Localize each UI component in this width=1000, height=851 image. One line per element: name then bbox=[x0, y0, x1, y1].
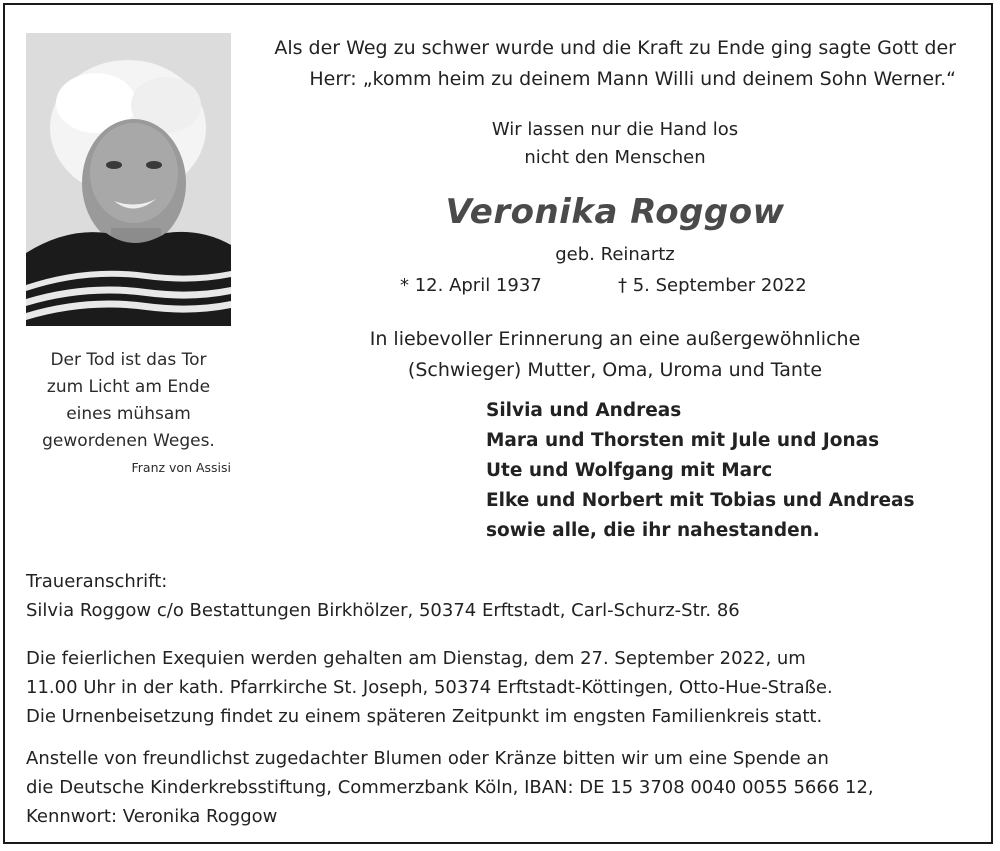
intro-text bbox=[248, 33, 956, 95]
address-text: Silvia Roggow c/o Bestattungen Birkhölzer, 50374 Erftstadt, Carl-Schurz-Str. 86 bbox=[26, 600, 740, 621]
memory-line-1: In liebevoller Erinnerung an eine außergewöhnliche bbox=[369, 328, 861, 350]
service-line-2: 11.00 Uhr in der kath. Pfarrkirche St. Joseph, 50374 Erftstadt-Köttingen, Otto-Hue-Straße. bbox=[26, 677, 833, 698]
donation-line-3: Kennwort: Veronika Roggow bbox=[26, 806, 278, 827]
family-member: Ute und Wolfgang mit Marc bbox=[486, 460, 773, 481]
memory-line-2: (Schwieger) Mutter, Oma, Uroma und Tante bbox=[407, 359, 823, 381]
address-label: Traueranschrift: bbox=[26, 571, 168, 592]
address-block bbox=[26, 567, 976, 625]
quote-line: gewordenen Weges. bbox=[42, 431, 215, 451]
verse-text bbox=[400, 116, 830, 172]
family-member: Silvia und Andreas bbox=[486, 400, 682, 421]
family-list bbox=[486, 396, 986, 516]
service-block bbox=[26, 644, 976, 731]
service-line-3: Die Urnenbeisetzung findet zu einem späteren Zeitpunkt im engsten Familienkreis statt. bbox=[26, 706, 823, 727]
quote-line: Der Tod ist das Tor bbox=[50, 350, 207, 370]
verse-line-1: Wir lassen nur die Hand los bbox=[491, 119, 739, 140]
memory-text bbox=[330, 324, 900, 386]
death-date: † 5. September 2022 bbox=[618, 275, 807, 296]
closing-line: sowie alle, die ihr nahestanden. bbox=[486, 520, 820, 541]
birth-date: * 12. April 1937 bbox=[400, 275, 542, 296]
deceased-name: Veronika Roggow bbox=[445, 192, 785, 232]
quote-author: Franz von Assisi bbox=[131, 460, 231, 475]
family-member: Mara und Thorsten mit Jule und Jonas bbox=[486, 430, 880, 451]
service-line-1: Die feierlichen Exequien werden gehalten am Dienstag, dem 27. September 2022, um bbox=[26, 648, 806, 669]
donation-block bbox=[26, 744, 976, 831]
quote-line: eines mühsam bbox=[66, 404, 191, 424]
portrait-photo bbox=[26, 33, 231, 326]
verse-line-2: nicht den Menschen bbox=[524, 147, 706, 168]
quote-line: zum Licht am Ende bbox=[46, 377, 211, 397]
donation-line-2: die Deutsche Kinderkrebsstiftung, Commerzbank Köln, IBAN: DE 15 3708 0040 0055 5666 12, bbox=[26, 777, 874, 798]
intro-line-1: Als der Weg zu schwer wurde und die Kraft zu Ende ging sagte Gott der bbox=[274, 37, 956, 59]
donation-line-1: Anstelle von freundlichst zugedachter Blumen oder Kränze bitten wir um eine Spende an bbox=[26, 748, 829, 769]
intro-line-2: Herr: „komm heim zu deinem Mann Willi und deinem Sohn Werner.“ bbox=[309, 68, 956, 90]
born-name: geb. Reinartz bbox=[555, 244, 675, 265]
quote-text bbox=[26, 347, 231, 455]
family-member: Elke und Norbert mit Tobias und Andreas bbox=[486, 490, 915, 511]
